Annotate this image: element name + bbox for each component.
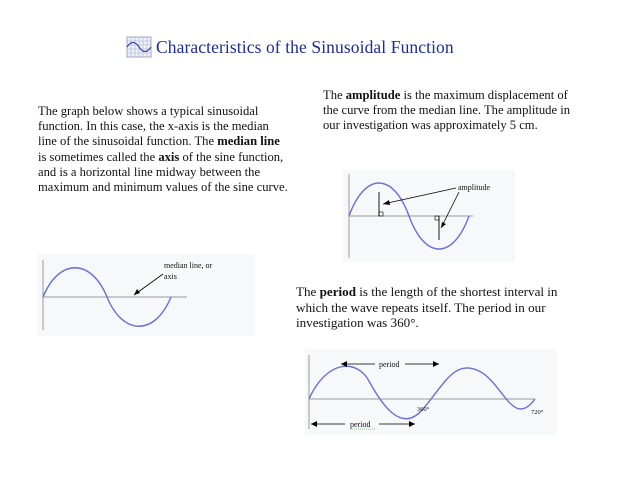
term-median-line: median line [217, 134, 280, 149]
arrow-head [433, 361, 439, 367]
text-run: The graph below shows a typical sinusoidal function. In this case, the x-axis is the median line of the sinusoidal function. The [38, 104, 269, 149]
amplitude-paragraph [323, 88, 583, 134]
text-run: is the length of the shortest interval in which the wave repeats itself. The period in our investigation was 360°. [296, 284, 558, 331]
arrow-head [409, 421, 415, 427]
right-angle-mark-top [379, 212, 383, 216]
text-run: is sometimes called the [38, 149, 159, 164]
tick-360-label: 360° [417, 406, 430, 413]
amplitude-figure [343, 170, 515, 262]
tick-720-label: 720° [531, 409, 544, 416]
amplitude-label: amplitude [458, 183, 490, 192]
arrow-head [311, 421, 317, 427]
period-top-label: period [379, 360, 400, 369]
median-label-line1: median line, or [164, 261, 213, 270]
grid-graph-icon [126, 36, 152, 58]
period-paragraph [296, 284, 586, 331]
median-line-figure [37, 254, 255, 336]
arrow-head [134, 289, 140, 295]
text-run: of the sine function, and is a horizontal line midway between the maximum and minimum values of the sine curve. [38, 149, 288, 195]
text-run: is the maximum displacement of the curve from the median line. The amplitude in our investigation was approximately 5 cm. [323, 88, 571, 133]
period-bottom-label: period [350, 420, 371, 429]
arrow-head-2 [441, 222, 446, 228]
median-label-line2: axis [164, 272, 177, 281]
title-row [126, 34, 454, 60]
term-axis: axis [158, 149, 180, 164]
page-title: Characteristics of the Sinusoidal Function [156, 36, 454, 57]
pointer-arrow-2 [441, 192, 459, 228]
term-amplitude: amplitude [345, 88, 401, 102]
text-run: The [323, 88, 346, 102]
text-run: The [296, 284, 320, 299]
term-period: period [319, 284, 357, 299]
arrow-head-1 [383, 200, 390, 205]
right-angle-mark-bottom [435, 216, 439, 220]
period-figure [305, 349, 557, 435]
median-line-paragraph [38, 104, 290, 195]
